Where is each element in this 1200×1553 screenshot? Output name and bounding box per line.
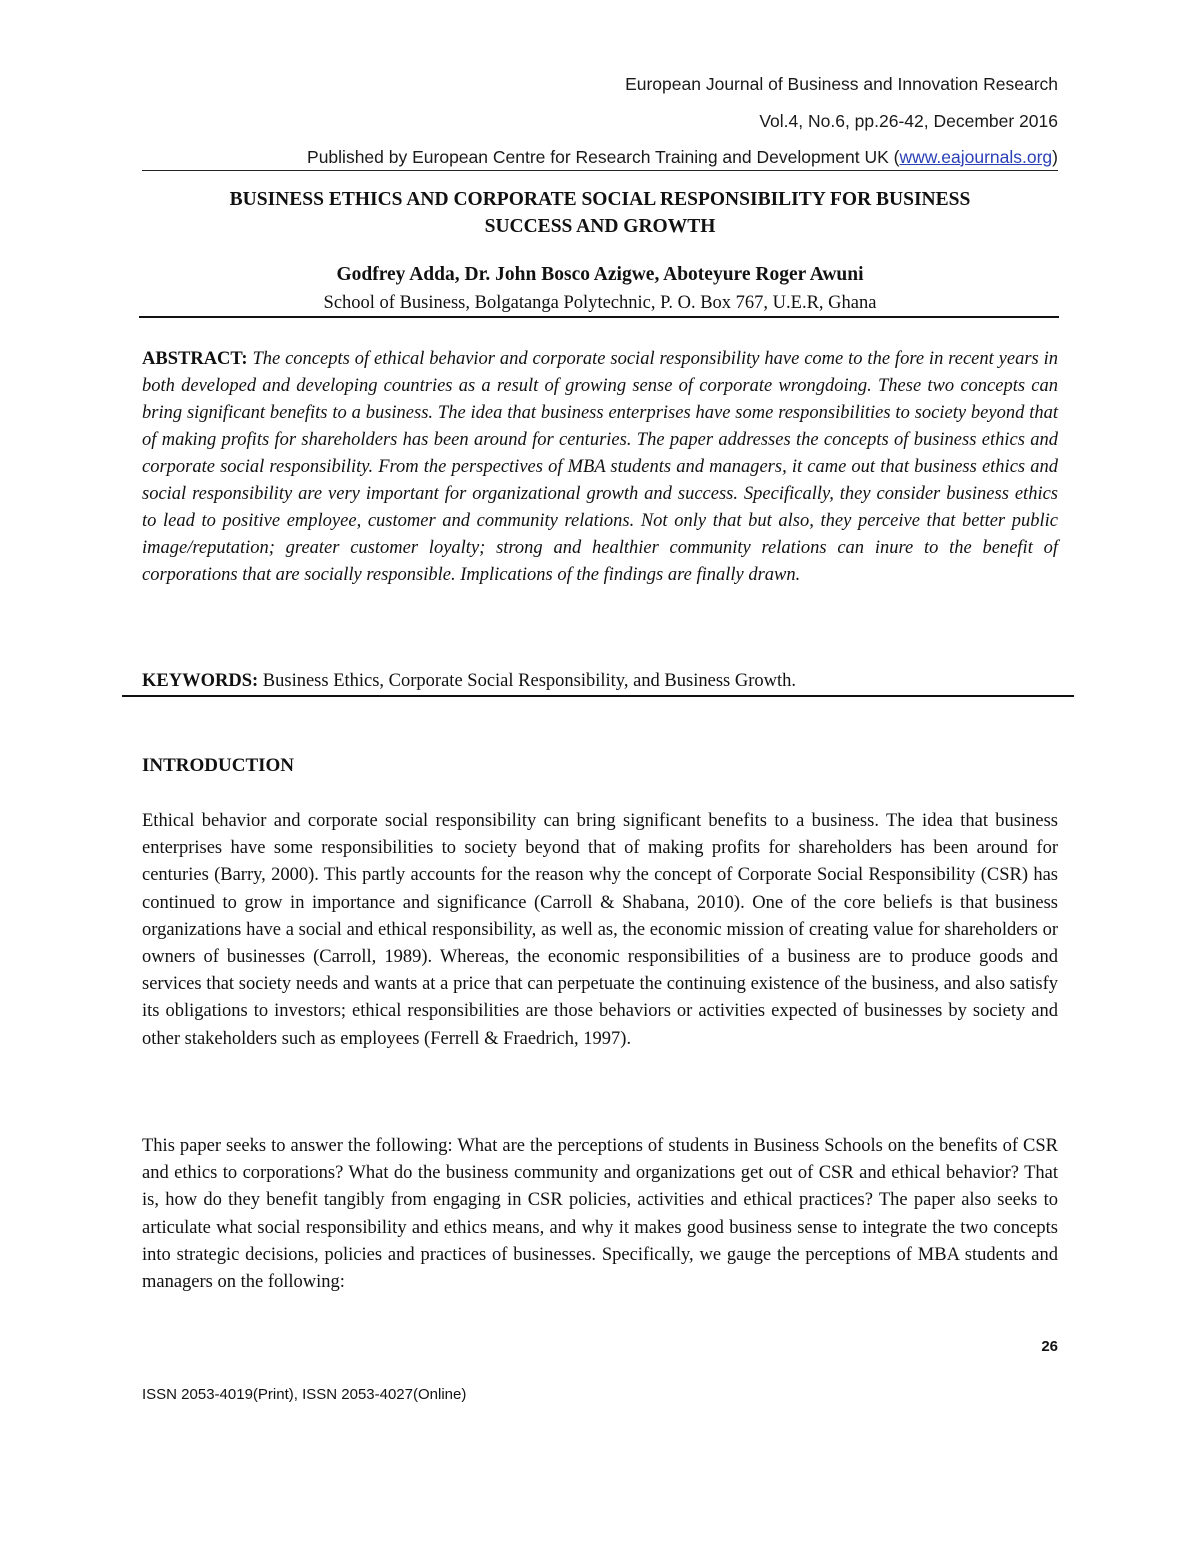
publisher-line [307, 147, 1058, 168]
abstract [142, 346, 1058, 589]
keywords-label: KEYWORDS: [142, 671, 259, 691]
issn-footer: ISSN 2053-4019(Print), ISSN 2053-4027(Online) [142, 1386, 467, 1403]
section-heading-introduction: INTRODUCTION [142, 755, 295, 776]
title-line-2: SUCCESS AND GROWTH [484, 216, 716, 237]
keywords-text: Business Ethics, Corporate Social Responsibility, and Business Growth. [262, 671, 796, 691]
page-number: 26 [1041, 1338, 1058, 1355]
abstract-label: ABSTRACT: [142, 349, 248, 369]
header-divider [142, 170, 1058, 171]
journal-name: European Journal of Business and Innovation Research [625, 74, 1058, 94]
abstract-bottom-divider [122, 695, 1074, 697]
keywords [142, 671, 1058, 692]
publisher-text: Published by European Centre for Research Training and Development UK ( [307, 147, 900, 167]
affiliation: School of Business, Bolgatanga Polytechnic, P. O. Box 767, U.E.R, Ghana [323, 293, 877, 313]
abstract-text: The concepts of ethical behavior and corporate social responsibility have come to the fore in recent years in both developed and developing countries as a result of growing sense of corporate wrongdoing. These two concepts can bring significant benefits to a business. The idea that business enterprises have some responsibilities to society beyond that of making profits for shareholders has been around for centuries. The paper addresses the concepts of business ethics and corporate social responsibility. From the perspectives of MBA students and managers, it came out that business ethics and social responsibility are very important for organizational growth and success. Specifically, they consider business ethics to lead to positive employee, customer and community relations. Not only that but also, they perceive that better public image/reputation; greater customer loyalty; strong and healthier community relations can inure to the benefit of corporations that are socially responsible. Implications of the findings are finally drawn. [142, 349, 1059, 585]
intro-paragraph-1: Ethical behavior and corporate social responsibility can bring significant benefits to a business. The idea that business enterprises have some responsibilities to society beyond that of making profits for shareholders has been around for centuries (Barry, 2000). This partly accounts for the reason why the concept of Corporate Social Responsibility (CSR) has continued to grow in importance and significance (Carroll & Shabana, 2010). One of the core beliefs is that business organizations have a social and ethical responsibility, as well as, the economic mission of creating value for shareholders or owners of businesses (Carroll, 1989). Whereas, the economic responsibilities of a business are to produce goods and services that society needs and wants at a price that can perpetuate the continuing existence of the business, and also satisfy its obligations to investors; ethical responsibilities are those behaviors or activities expected of businesses by society and other stakeholders such as employees (Ferrell & Fraedrich, 1997). [142, 811, 1058, 1049]
volume-info: Vol.4, No.6, pp.26-42, December 2016 [759, 111, 1058, 131]
publisher-text-end: ) [1052, 147, 1058, 167]
intro-paragraph-2: This paper seeks to answer the following: What are the perceptions of students in Business Schools on the benefits of CSR and ethics to corporations? What do the business community and organizations get out of CSR and ethical behavior? That is, how do they benefit tangibly from engaging in CSR policies, activities and ethical practices? The paper also seeks to articulate what social responsibility and ethics means, and why it makes good business sense to integrate the two concepts into strategic decisions, policies and practices of businesses. Specifically, we gauge the perceptions of MBA students and managers on the following: [142, 1136, 1058, 1293]
journal-website-link[interactable]: www.eajournals.org [899, 147, 1053, 167]
paper-title [142, 186, 1058, 240]
authors: Godfrey Adda, Dr. John Bosco Azigwe, Aboteyure Roger Awuni [336, 264, 864, 285]
title-line-1: BUSINESS ETHICS AND CORPORATE SOCIAL RESPONSIBILITY FOR BUSINESS [229, 189, 971, 210]
abstract-top-divider [139, 316, 1059, 318]
